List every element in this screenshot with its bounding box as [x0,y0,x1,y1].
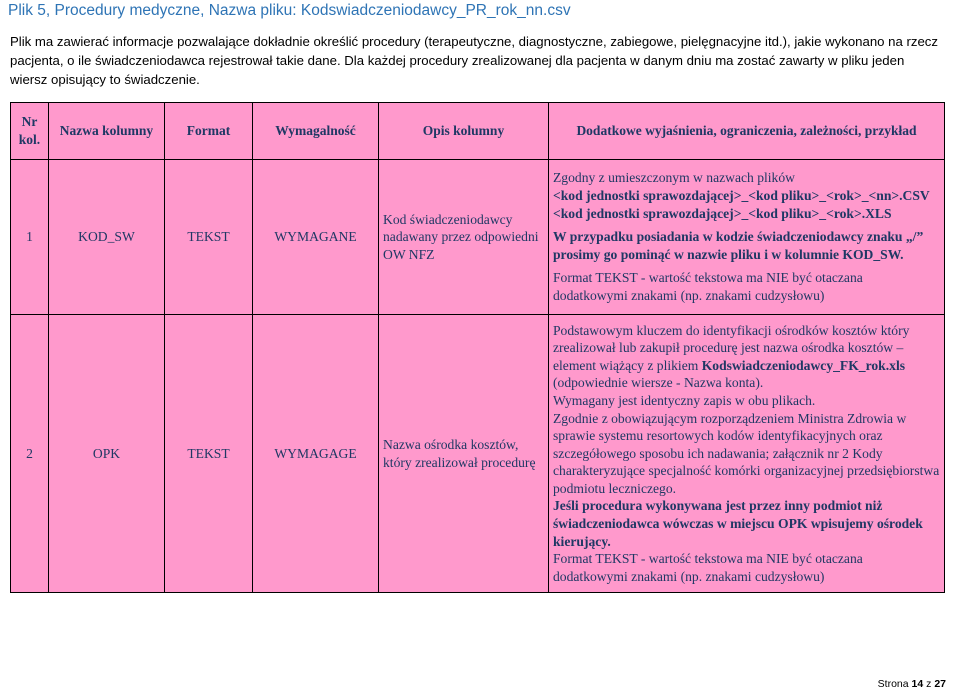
cell-nazwa: OPK [49,315,165,593]
cell-dodatkowe [549,160,945,315]
table-header-row [11,103,945,160]
note-line: Wymagany jest identyczny zapis w obu plikach. [553,392,816,408]
note-line: W przypadku posiadania w kodzie świadczeniodawcy znaku „/” prosimy go pominąć w nazwie pliku i w kolumnie KOD_SW. [553,229,924,262]
note-line: Format TEKST - wartość tekstowa ma NIE być otaczana dodatkowymi znakami (np. znakami cudzysłowu) [553,270,863,303]
note-line [553,322,940,392]
document-title: Plik 5, Procedury medyczne, Nazwa pliku: Kodswiadczeniodawcy_PR_rok_nn.csv [8,2,571,19]
note-filename: Kodswiadczeniodawcy_FK_rok.xls [701,357,906,373]
footer-sep: z [926,678,932,690]
cell-opis: Nazwa ośrodka kosztów, który zrealizował procedurę [379,315,549,593]
cell-format: TEKST [165,160,253,315]
note-line: Format TEKST - wartość tekstowa ma NIE być otaczana dodatkowymi znakami (np. znakami cudzysłowu) [553,551,863,584]
cell-dodatkowe [549,315,945,593]
cell-nazwa: KOD_SW [49,160,165,315]
footer-page: 14 [911,678,924,690]
cell-opis: Kod świadczeniodawcy nadawany przez odpowiedni OW NFZ [379,160,549,315]
header-nr: Nr kol. [11,103,49,160]
cell-format: TEKST [165,315,253,593]
note-text: (odpowiednie wiersze - Nazwa konta). [553,375,764,391]
header-nazwa: Nazwa kolumny [49,103,165,160]
cell-nr: 2 [11,315,49,593]
footer-total: 27 [934,678,946,690]
intro-paragraph: Plik ma zawierać informacje pozwalające dokładnie określić procedury (terapeutyczne, diagnostyczne, zabiegowe, pielęgnacyjne itd.), jakie wykonano na rzecz pacjenta, o ile świadczeniodawca rejestrował takie dane. Dla każdej procedury zrealizowanej dla pacjenta w danym dniu ma zostać zawarty w pliku jeden wiersz opisujący to świadczenie. [10,34,938,87]
note-line: Jeśli procedura wykonywana jest przez inny podmiot niż świadczeniodawca wówczas w miejscu OPK wpisujemy ośrodek kierujący. [553,498,923,549]
columns-table [10,102,945,593]
header-wymagalnosc: Wymagalność [253,103,379,160]
cell-wymagalnosc: WYMAGAGE [253,315,379,593]
note-line: Zgodnie z obowiązującym rozporządzeniem Ministra Zdrowia w sprawie systemu resortowych kodów identyfikacyjnych oraz szczegółowego sposobu ich nadawania; załącznik nr 2 Kody charakteryzujące specjalność komórki organizacyjnej przedsiębiorstwa podmiotu leczniczego. [553,410,940,496]
header-format: Format [165,103,253,160]
page-footer [878,678,946,690]
note-line: <kod jednostki sprawozdającej>_<kod pliku>_<rok>_<nn>.CSV [553,188,930,204]
cell-nr: 1 [11,160,49,315]
note-line: Zgodny z umieszczonym w nazwach plików [553,170,795,186]
header-dodatkowe: Dodatkowe wyjaśnienia, ograniczenia, zależności, przykład [549,103,945,160]
table-row [11,315,945,593]
note-line: <kod jednostki sprawozdającej>_<kod pliku>_<rok>.XLS [553,205,892,221]
note-text: Podstawowym kluczem do identyfikacji ośrodków kosztów który zrealizował lub zakupił procedurę jest nazwa ośrodka kosztów – element wiążący z plikiem [553,322,910,373]
footer-label: Strona [877,678,909,690]
cell-wymagalnosc: WYMAGANE [253,160,379,315]
header-opis: Opis kolumny [379,103,549,160]
table-row [11,160,945,315]
